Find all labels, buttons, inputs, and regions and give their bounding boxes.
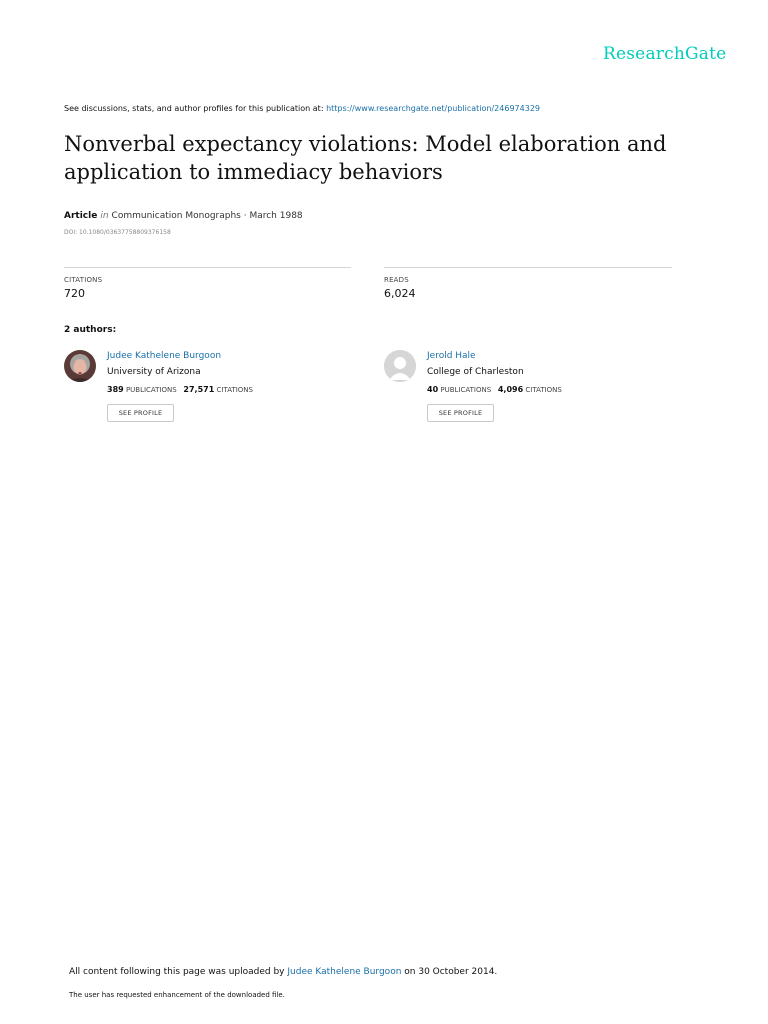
author-publications-count: 40 <box>427 385 439 394</box>
uploader-link[interactable]: Judee Kathelene Burgoon <box>287 967 402 977</box>
in-word: in <box>100 211 109 221</box>
author-publications-count: 389 <box>107 385 124 394</box>
discussions-notice <box>64 104 540 113</box>
article-meta <box>64 211 303 221</box>
researchgate-logo[interactable]: ResearchGate <box>603 44 727 64</box>
discussions-text: See discussions, stats, and author profiles for this publication at: <box>64 104 327 113</box>
reads-value: 6,024 <box>384 287 416 300</box>
author-name-link[interactable]: Jerold Hale <box>427 351 476 361</box>
enhancement-note: The user has requested enhancement of the downloaded file. <box>69 991 285 999</box>
paper-title <box>64 130 704 186</box>
author-name-link[interactable]: Judee Kathelene Burgoon <box>107 351 222 361</box>
author-stats <box>427 385 562 394</box>
author-institution: University of Arizona <box>107 367 201 377</box>
author-citations-count: 4,096 <box>497 385 524 394</box>
citations-label: CITATIONS <box>64 276 103 284</box>
paper-title-line-2: application to immediacy behaviors <box>64 160 443 184</box>
reads-label: READS <box>384 276 409 284</box>
publication-link[interactable]: https://www.researchgate.net/publication/246974329 <box>326 104 540 113</box>
citations-label-small: CITATIONS <box>525 386 562 394</box>
authors-heading: 2 authors: <box>64 325 117 335</box>
journal-date: Communication Monographs · March 1988 <box>111 211 303 221</box>
author-avatar-placeholder[interactable] <box>384 350 416 382</box>
article-type: Article <box>64 211 98 221</box>
author-citations-count: 27,571 <box>183 385 215 394</box>
citations-divider <box>64 267 351 268</box>
default-user-icon <box>384 350 416 382</box>
citations-label-small: CITATIONS <box>216 386 253 394</box>
author-avatar-photo[interactable] <box>64 350 96 382</box>
upload-notice-prefix: All content following this page was uploaded by <box>69 967 288 977</box>
publications-label: PUBLICATIONS <box>440 386 492 394</box>
author-institution: College of Charleston <box>427 367 524 377</box>
author-stats <box>107 385 253 394</box>
upload-notice-suffix: on 30 October 2014. <box>401 967 498 977</box>
person-photo-icon <box>64 350 96 382</box>
upload-notice <box>69 967 497 977</box>
see-profile-button[interactable]: SEE PROFILE <box>427 404 494 422</box>
publications-label: PUBLICATIONS <box>125 386 177 394</box>
see-profile-button[interactable]: SEE PROFILE <box>107 404 174 422</box>
reads-divider <box>384 267 672 268</box>
paper-title-line-1: Nonverbal expectancy violations: Model elaboration and <box>64 132 667 156</box>
doi: DOI: 10.1080/03637758809376158 <box>64 229 171 236</box>
citations-value: 720 <box>64 287 85 300</box>
